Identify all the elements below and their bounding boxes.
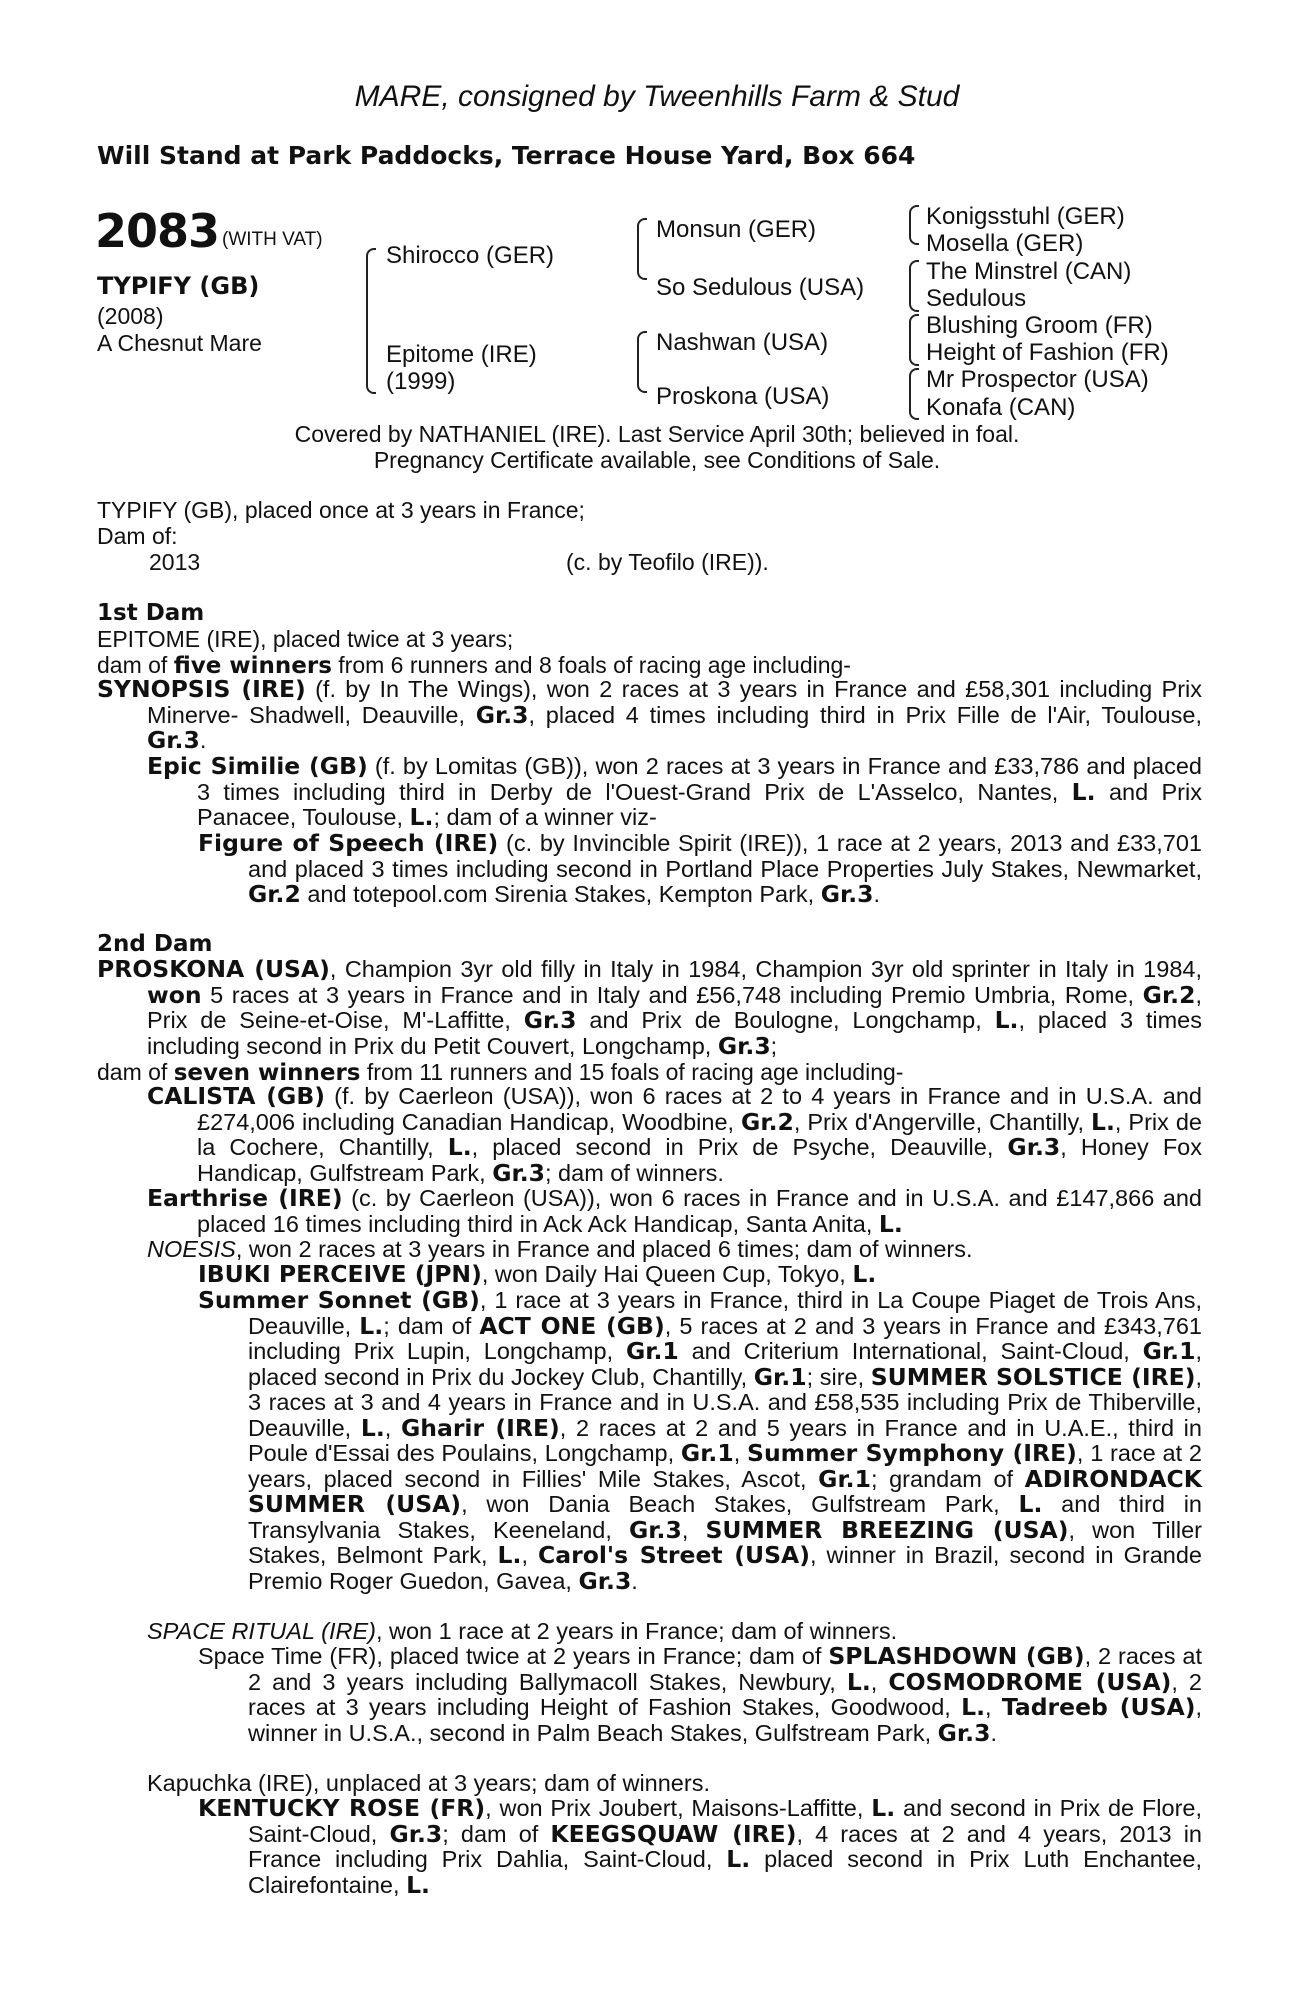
dam-of-label: Dam of: bbox=[97, 523, 178, 549]
pedigree-sdd: Sedulous bbox=[926, 285, 1027, 312]
pedigree-brace bbox=[909, 368, 919, 420]
entry-ibuki-perceive: IBUKI PERCEIVE (JPN), won Daily Hai Queen Cup, Tokyo, L. bbox=[198, 1260, 877, 1288]
entry-proskona: PROSKONA (USA), Champion 3yr old filly in Italy in 1984, Champion 3yr old sprinter in Italy in 1984, won 5 races at 3 years in France and in Italy and £56,748 including Premio Umbria, Rome, Gr.2, Prix de Seine-et-Oise, M'-Laffitte, Gr.3 and Prix de Boulogne, Longchamp, L., placed 3 times including second in Prix du Petit Couvert, Longchamp, Gr.3; bbox=[97, 955, 1202, 1060]
entry-synopsis: SYNOPSIS (IRE) (f. by In The Wings), won 2 races at 3 years in France and £58,301 including Prix Minerve- Shadwell, Deauville, Gr.3, placed 4 times including third in Prix Fille de l'Air, Toulouse, Gr.3. bbox=[97, 675, 1202, 754]
pedigree-dam-year: (1999) bbox=[386, 368, 456, 395]
pedigree-sire-dam: So Sedulous (USA) bbox=[656, 274, 865, 301]
pedigree-brace bbox=[637, 218, 647, 280]
pedigree-dam: Epitome (IRE) bbox=[386, 341, 537, 368]
entry-space-ritual: SPACE RITUAL (IRE), won 1 race at 2 years in France; dam of winners. bbox=[147, 1618, 898, 1644]
pedigree-ddd: Konafa (CAN) bbox=[926, 394, 1076, 421]
pedigree-dds: Mr Prospector (USA) bbox=[926, 366, 1149, 393]
entry-kapuchka: Kapuchka (IRE), unplaced at 3 years; dam of winners. bbox=[147, 1770, 710, 1796]
first-dam-heading: 1st Dam bbox=[97, 600, 205, 626]
stand-location: Will Stand at Park Paddocks, Terrace House Yard, Box 664 bbox=[97, 141, 916, 170]
second-dam-heading: 2nd Dam bbox=[97, 931, 213, 957]
pedigree-sss: Konigsstuhl (GER) bbox=[926, 203, 1125, 230]
pedigree-brace bbox=[909, 205, 919, 245]
entry-summer-sonnet: Summer Sonnet (GB), 1 race at 3 years in France, third in La Coupe Piaget de Trois Ans, Deauville, L.; dam of ACT ONE (GB), 5 races at 2 and 3 years in France and £343,761 including Prix Lupin, Longchamp, Gr.1 and Criterium International, Saint-Cloud, Gr.1, placed second in Prix du Jockey Club, Chantilly, Gr.1; sire, SUMMER SOLSTICE (IRE), 3 races at 3 and 4 years in France and in U.S.A. and £58,535 including Prix de Thiberville, Deauville, L., Gharir (IRE), 2 races at 2 and 5 years in France and in U.A.E., third in Poule d'Essai des Poulains, Longchamp, Gr.1, Summer Symphony (IRE), 1 race at 2 years, placed second in Fillies' Mile Stakes, Ascot, Gr.1; grandam of ADIRONDACK SUMMER (USA), won Dania Beach Stakes, Gulfstream Park, L. and third in Transylvania Stakes, Keeneland, Gr.3, SUMMER BREEZING (USA), won Tiller Stakes, Belmont Park, L., Carol's Street (USA), winner in Brazil, second in Grande Premio Roger Guedon, Gavea, Gr.3. bbox=[198, 1286, 1202, 1595]
pedigree-brace bbox=[366, 248, 376, 394]
pedigree-dam-dam: Proskona (USA) bbox=[656, 383, 830, 410]
pedigree-sds: The Minstrel (CAN) bbox=[926, 258, 1132, 285]
horse-name: TYPIFY (GB) bbox=[97, 272, 260, 300]
pedigree-brace bbox=[909, 260, 919, 312]
foal-description: (c. by Teofilo (IRE)). bbox=[566, 549, 769, 575]
catalogue-header: MARE, consigned by Tweenhills Farm & Stud bbox=[354, 80, 960, 113]
pedigree-ssd: Mosella (GER) bbox=[926, 230, 1084, 257]
pedigree-dss: Blushing Groom (FR) bbox=[926, 312, 1153, 339]
first-dam-line: EPITOME (IRE), placed twice at 3 years; bbox=[97, 626, 514, 652]
vat-label: (WITH VAT) bbox=[222, 229, 323, 250]
pedigree-dsd: Height of Fashion (FR) bbox=[926, 339, 1169, 366]
pedigree-brace bbox=[637, 331, 647, 393]
entry-calista: CALISTA (GB) (f. by Caerleon (USA)), won 6 races at 2 to 4 years in France and in U.S.A. and £274,006 including Canadian Handicap, Woodbine, Gr.2, Prix d'Angerville, Chantilly, L., Prix de la Cochere, Chantilly, L., placed second in Prix de Psyche, Deauville, Gr.3, Honey Fox Handicap, Gulfstream Park, Gr.3; dam of winners. bbox=[147, 1082, 1202, 1187]
intro-line: TYPIFY (GB), placed once at 3 years in France; bbox=[97, 497, 585, 523]
pedigree-sire: Shirocco (GER) bbox=[386, 242, 555, 269]
entry-noesis: NOESIS, won 2 races at 3 years in France and placed 6 times; dam of winners. bbox=[147, 1236, 973, 1262]
pedigree-dam-sire: Nashwan (USA) bbox=[656, 329, 829, 356]
lot-number: 2083 bbox=[95, 204, 220, 258]
horse-description: A Chesnut Mare bbox=[97, 330, 262, 356]
first-dam-produce-line: dam of five winners from 6 runners and 8 foals of racing age including- bbox=[97, 652, 851, 679]
entry-space-time: Space Time (FR), placed twice at 2 years in France; dam of SPLASHDOWN (GB), 2 races at 2 and 3 years including Ballymacoll Stakes, Newbury, L., COSMODROME (USA), 2 races at 3 years including Height of Fashion Stakes, Goodwood, L., Tadreeb (USA), winner in U.S.A., second in Palm Beach Stakes, Gulfstream Park, Gr.3. bbox=[198, 1642, 1203, 1747]
covered-line: Covered by NATHANIEL (IRE). Last Service April 30th; believed in foal. bbox=[294, 421, 1020, 447]
entry-kentucky-rose: KENTUCKY ROSE (FR), won Prix Joubert, Maisons-Laffitte, L. and second in Prix de Flore, Saint-Cloud, Gr.3; dam of KEEGSQUAW (IRE), 4 races at 2 and 4 years, 2013 in France including Prix Dahlia, Saint-Cloud, L. placed second in Prix Luth Enchantee, Clairefontaine, L. bbox=[198, 1794, 1203, 1899]
second-dam-produce-line: dam of seven winners from 11 runners and 15 foals of racing age including- bbox=[97, 1059, 904, 1086]
entry-figure-of-speech: Figure of Speech (IRE) (c. by Invincible Spirit (IRE)), 1 race at 2 years, 2013 and £33,701 and placed 3 times including second in Portland Place Properties July Stakes, Newmarket, Gr.2 and totepool.com Sirenia Stakes, Kempton Park, Gr.3. bbox=[198, 829, 1202, 908]
pedigree-brace bbox=[909, 314, 919, 366]
foal-year: 2013 bbox=[149, 549, 201, 575]
entry-earthrise: Earthrise (IRE) (c. by Caerleon (USA)), won 6 races in France and in U.S.A. and £147,866 and placed 16 times including third in Ack Ack Handicap, Santa Anita, L. bbox=[147, 1184, 1203, 1238]
horse-year: (2008) bbox=[97, 303, 164, 329]
entry-epic-similie: Epic Similie (GB) (f. by Lomitas (GB)), won 2 races at 3 years in France and £33,786 and placed 3 times including third in Derby de l'Ouest-Grand Prix de L'Asselco, Nantes, L. and Prix Panacee, Toulouse, L.; dam of a winner viz- bbox=[147, 752, 1202, 831]
pedigree-sire-sire: Monsun (GER) bbox=[656, 216, 817, 243]
pregnancy-line: Pregnancy Certificate available, see Conditions of Sale. bbox=[373, 447, 941, 473]
